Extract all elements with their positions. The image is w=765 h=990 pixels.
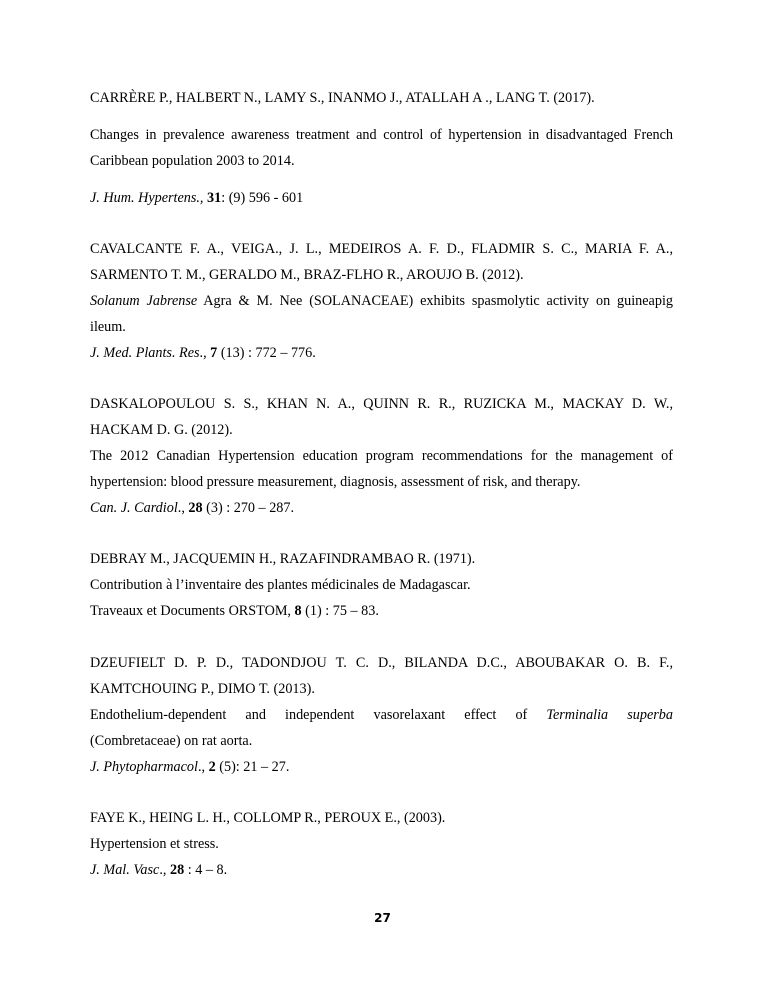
reference-title-species: Terminalia superba	[546, 707, 673, 723]
reference-citation	[90, 495, 673, 521]
reference-title-line1: The 2012 Canadian Hypertension education program recommendations for the management of	[90, 448, 673, 464]
reference-volume: 8	[294, 603, 302, 619]
reference-carrere	[90, 85, 673, 211]
reference-journal: J. Mal. Vasc	[90, 862, 160, 878]
reference-citation	[90, 185, 673, 211]
reference-citation	[90, 754, 673, 780]
reference-pages: : (9) 596 - 601	[221, 190, 304, 206]
reference-journal-suffix: .,	[177, 500, 189, 516]
reference-journal: J. Med. Plants. Res	[90, 345, 200, 361]
reference-volume: 31	[207, 190, 222, 206]
reference-volume: 7	[210, 345, 218, 361]
reference-title-line2: (Combretaceae) on rat aorta.	[90, 733, 253, 749]
reference-title-line1	[90, 702, 673, 728]
reference-journal-suffix: .,	[159, 862, 170, 878]
reference-volume: 28	[188, 500, 203, 516]
reference-citation	[90, 598, 673, 624]
reference-journal: J. Phytopharmacol	[90, 759, 198, 775]
reference-authors-line1: DASKALOPOULOU S. S., KHAN N. A., QUINN R. R., RUZICKA M., MACKAY D. W.,	[90, 396, 673, 412]
reference-title-species: Solanum Jabrense	[90, 293, 198, 309]
reference-journal: Can. J. Cardiol	[90, 500, 178, 516]
reference-title-line1	[90, 288, 673, 314]
reference-dzeufielt	[90, 650, 673, 780]
reference-authors: CARRÈRE P., HALBERT N., LAMY S., INANMO J., ATALLAH A ., LANG T. (2017).	[90, 90, 595, 106]
reference-title-line2: hypertension: blood pressure measurement, diagnosis, assessment of risk, and therapy.	[90, 474, 581, 490]
reference-title: Contribution à l’inventaire des plantes médicinales de Madagascar.	[90, 577, 471, 593]
reference-title-text: Endothelium-dependent and independent vasorelaxant effect of	[90, 707, 547, 723]
reference-journal-suffix: .,	[197, 759, 209, 775]
reference-debray	[90, 546, 673, 624]
reference-title: Changes in prevalence awareness treatment and control of hypertension in disadvantaged French Caribbean population 2003 to 2014.	[90, 127, 673, 169]
reference-pages: (5): 21 – 27.	[215, 759, 290, 775]
reference-authors-line1: CAVALCANTE F. A., VEIGA., J. L., MEDEIROS A. F. D., FLADMIR S. C., MARIA F. A.,	[90, 241, 673, 257]
reference-title-line2: ileum.	[90, 319, 126, 335]
reference-pages: : 4 – 8.	[184, 862, 228, 878]
reference-daskalopoulou	[90, 391, 673, 521]
reference-authors-line1: DZEUFIELT D. P. D., TADONDJOU T. C. D., BILANDA D.C., ABOUBAKAR O. B. F.,	[90, 655, 673, 671]
reference-pages: (13) : 772 – 776.	[217, 345, 316, 361]
reference-cavalcante	[90, 236, 673, 366]
reference-title: Hypertension et stress.	[90, 836, 219, 852]
reference-journal: J. Hum. Hypertens.,	[90, 190, 204, 206]
reference-authors-line2: HACKAM D. G. (2012).	[90, 422, 233, 438]
reference-pages: (1) : 75 – 83.	[301, 603, 379, 619]
reference-volume: 2	[208, 759, 216, 775]
reference-citation	[90, 857, 673, 883]
reference-authors: DEBRAY M., JACQUEMIN H., RAZAFINDRAMBAO R. (1971).	[90, 551, 476, 567]
reference-pages: (3) : 270 – 287.	[202, 500, 295, 516]
reference-journal: Traveaux et Documents ORSTOM,	[90, 603, 295, 619]
reference-journal-suffix: .,	[199, 345, 211, 361]
reference-volume: 28	[169, 862, 185, 878]
reference-faye	[90, 805, 673, 883]
reference-authors-line2: KAMTCHOUING P., DIMO T. (2013).	[90, 681, 315, 697]
page-number: 27	[374, 911, 391, 925]
reference-authors-line2: SARMENTO T. M., GERALDO M., BRAZ-FLHO R., AROUJO B. (2012).	[90, 267, 524, 283]
reference-authors: FAYE K., HEING L. H., COLLOMP R., PEROUX E., (2003).	[90, 810, 446, 826]
reference-title-rest: Agra & M. Nee (SOLANACEAE) exhibits spasmolytic activity on guineapig	[197, 293, 673, 309]
reference-citation	[90, 340, 673, 366]
